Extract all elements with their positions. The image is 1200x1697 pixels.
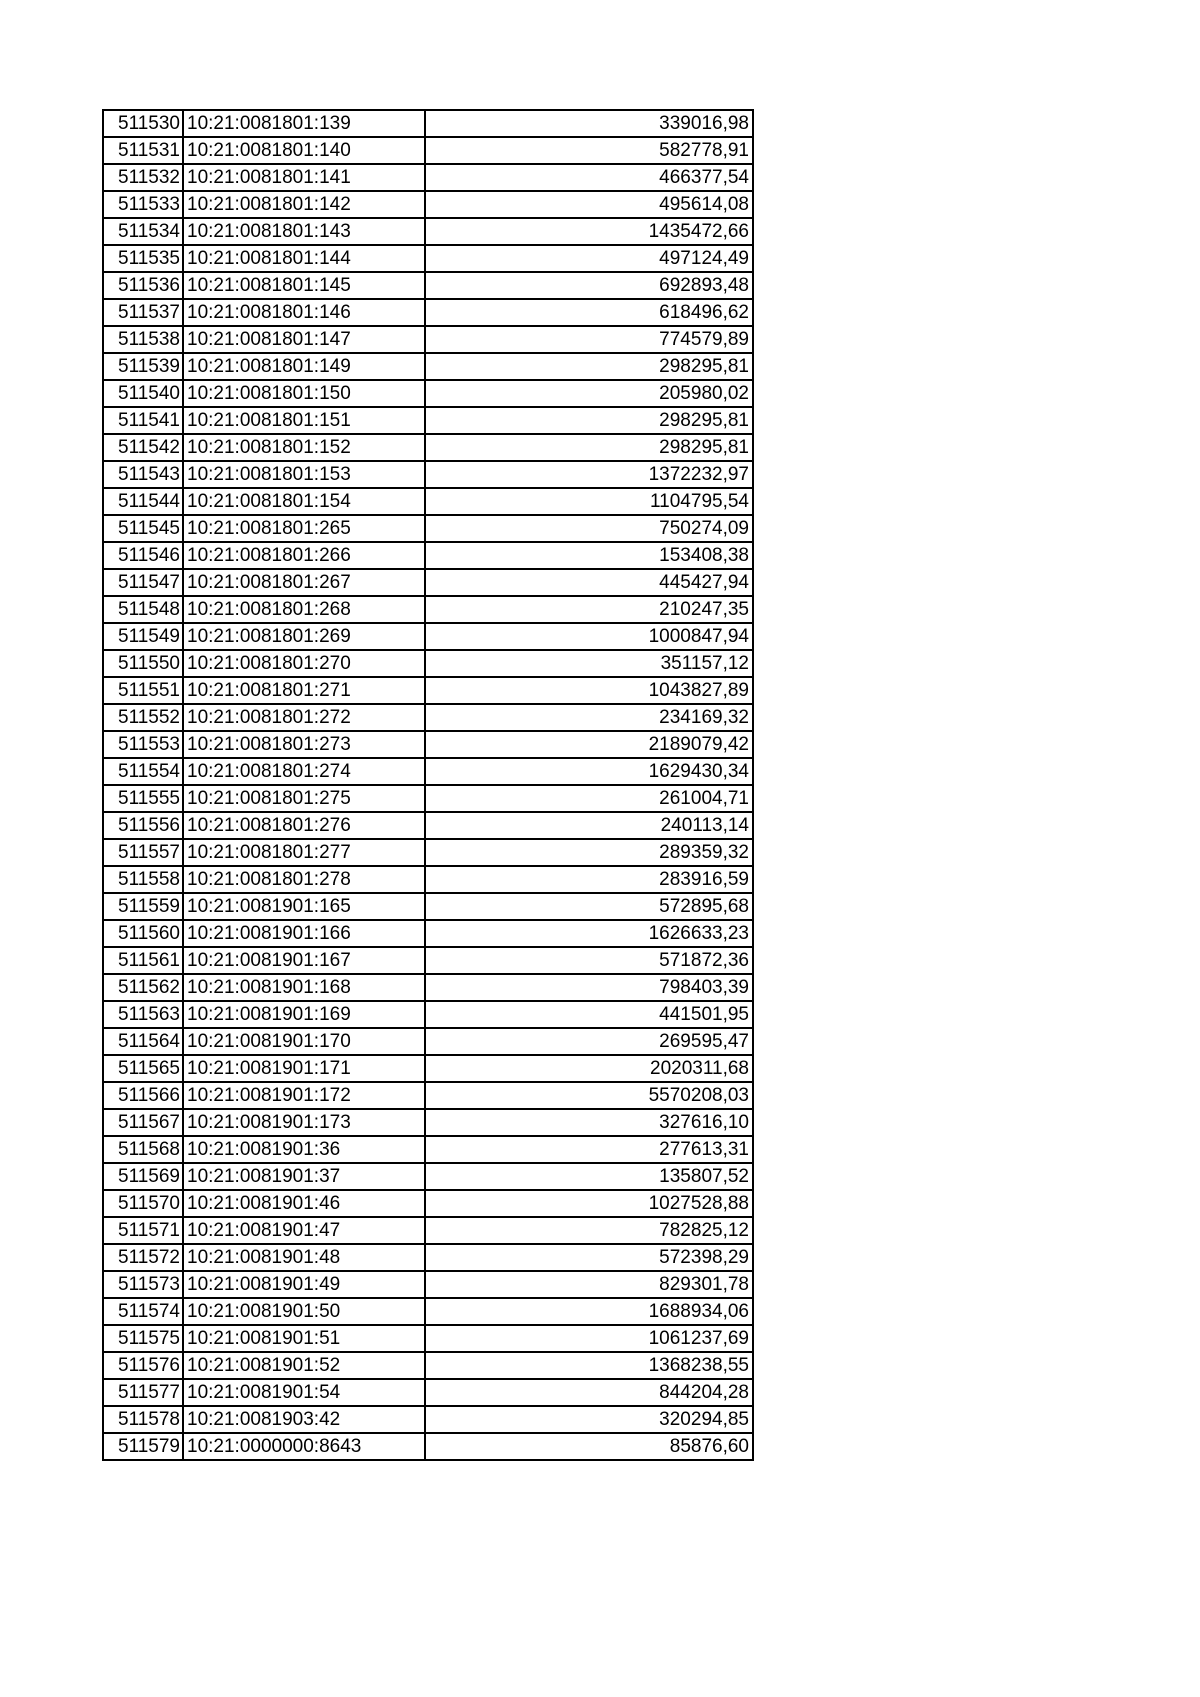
row-number-cell: 511546 [103, 542, 183, 569]
table-row [103, 785, 753, 812]
table-row [103, 218, 753, 245]
cadastral-number-cell: 10:21:0081901:171 [183, 1055, 425, 1082]
cadastral-number-cell: 10:21:0081801:152 [183, 434, 425, 461]
table-row [103, 488, 753, 515]
cadastral-number-cell: 10:21:0081801:151 [183, 407, 425, 434]
cadastral-number-cell: 10:21:0081801:278 [183, 866, 425, 893]
value-cell: 320294,85 [425, 1406, 753, 1433]
cadastral-number-cell: 10:21:0081801:153 [183, 461, 425, 488]
row-number-cell: 511576 [103, 1352, 183, 1379]
value-cell: 441501,95 [425, 1001, 753, 1028]
table-row [103, 1055, 753, 1082]
table-row [103, 515, 753, 542]
value-cell: 445427,94 [425, 569, 753, 596]
table-row [103, 245, 753, 272]
row-number-cell: 511537 [103, 299, 183, 326]
value-cell: 2020311,68 [425, 1055, 753, 1082]
value-cell: 495614,08 [425, 191, 753, 218]
table-row [103, 164, 753, 191]
cadastral-number-cell: 10:21:0081801:141 [183, 164, 425, 191]
cadastral-number-cell: 10:21:0081801:139 [183, 110, 425, 137]
value-cell: 497124,49 [425, 245, 753, 272]
value-cell: 572398,29 [425, 1244, 753, 1271]
row-number-cell: 511562 [103, 974, 183, 1001]
table-row [103, 866, 753, 893]
value-cell: 1000847,94 [425, 623, 753, 650]
value-cell: 571872,36 [425, 947, 753, 974]
row-number-cell: 511550 [103, 650, 183, 677]
table-row [103, 110, 753, 137]
row-number-cell: 511568 [103, 1136, 183, 1163]
cadastral-number-cell: 10:21:0000000:8643 [183, 1433, 425, 1460]
row-number-cell: 511533 [103, 191, 183, 218]
row-number-cell: 511572 [103, 1244, 183, 1271]
data-table [102, 109, 754, 1461]
table-row [103, 380, 753, 407]
cadastral-number-cell: 10:21:0081901:168 [183, 974, 425, 1001]
row-number-cell: 511564 [103, 1028, 183, 1055]
table-row [103, 1271, 753, 1298]
value-cell: 844204,28 [425, 1379, 753, 1406]
cadastral-number-cell: 10:21:0081901:173 [183, 1109, 425, 1136]
cadastral-number-cell: 10:21:0081801:271 [183, 677, 425, 704]
row-number-cell: 511530 [103, 110, 183, 137]
value-cell: 85876,60 [425, 1433, 753, 1460]
row-number-cell: 511554 [103, 758, 183, 785]
cadastral-number-cell: 10:21:0081801:272 [183, 704, 425, 731]
table-row [103, 731, 753, 758]
cadastral-number-cell: 10:21:0081801:269 [183, 623, 425, 650]
value-cell: 277613,31 [425, 1136, 753, 1163]
value-cell: 261004,71 [425, 785, 753, 812]
row-number-cell: 511561 [103, 947, 183, 974]
value-cell: 205980,02 [425, 380, 753, 407]
cadastral-number-cell: 10:21:0081901:47 [183, 1217, 425, 1244]
row-number-cell: 511547 [103, 569, 183, 596]
cadastral-number-cell: 10:21:0081901:165 [183, 893, 425, 920]
table-row [103, 1136, 753, 1163]
value-cell: 210247,35 [425, 596, 753, 623]
cadastral-number-cell: 10:21:0081801:145 [183, 272, 425, 299]
cadastral-number-cell: 10:21:0081901:50 [183, 1298, 425, 1325]
table-row [103, 650, 753, 677]
row-number-cell: 511571 [103, 1217, 183, 1244]
value-cell: 1688934,06 [425, 1298, 753, 1325]
table-row [103, 1190, 753, 1217]
value-cell: 692893,48 [425, 272, 753, 299]
value-cell: 774579,89 [425, 326, 753, 353]
row-number-cell: 511559 [103, 893, 183, 920]
value-cell: 582778,91 [425, 137, 753, 164]
value-cell: 339016,98 [425, 110, 753, 137]
value-cell: 1435472,66 [425, 218, 753, 245]
table-row [103, 353, 753, 380]
table-row [103, 299, 753, 326]
value-cell: 327616,10 [425, 1109, 753, 1136]
value-cell: 1061237,69 [425, 1325, 753, 1352]
value-cell: 466377,54 [425, 164, 753, 191]
value-cell: 1626633,23 [425, 920, 753, 947]
cadastral-number-cell: 10:21:0081801:276 [183, 812, 425, 839]
table-row [103, 569, 753, 596]
value-cell: 572895,68 [425, 893, 753, 920]
cadastral-number-cell: 10:21:0081901:51 [183, 1325, 425, 1352]
row-number-cell: 511565 [103, 1055, 183, 1082]
row-number-cell: 511558 [103, 866, 183, 893]
value-cell: 234169,32 [425, 704, 753, 731]
cadastral-number-cell: 10:21:0081801:150 [183, 380, 425, 407]
row-number-cell: 511563 [103, 1001, 183, 1028]
table-row [103, 677, 753, 704]
row-number-cell: 511545 [103, 515, 183, 542]
cadastral-number-cell: 10:21:0081901:54 [183, 1379, 425, 1406]
cadastral-number-cell: 10:21:0081801:140 [183, 137, 425, 164]
cadastral-number-cell: 10:21:0081801:277 [183, 839, 425, 866]
row-number-cell: 511538 [103, 326, 183, 353]
value-cell: 269595,47 [425, 1028, 753, 1055]
cadastral-number-cell: 10:21:0081903:42 [183, 1406, 425, 1433]
value-cell: 298295,81 [425, 353, 753, 380]
row-number-cell: 511552 [103, 704, 183, 731]
value-cell: 351157,12 [425, 650, 753, 677]
row-number-cell: 511573 [103, 1271, 183, 1298]
value-cell: 240113,14 [425, 812, 753, 839]
cadastral-number-cell: 10:21:0081801:144 [183, 245, 425, 272]
value-cell: 750274,09 [425, 515, 753, 542]
cadastral-number-cell: 10:21:0081801:149 [183, 353, 425, 380]
table-row [103, 461, 753, 488]
row-number-cell: 511541 [103, 407, 183, 434]
table-row [103, 920, 753, 947]
cadastral-number-cell: 10:21:0081801:266 [183, 542, 425, 569]
table-row [103, 758, 753, 785]
table-row [103, 1217, 753, 1244]
table-row [103, 596, 753, 623]
table-row [103, 1028, 753, 1055]
value-cell: 1372232,97 [425, 461, 753, 488]
value-cell: 153408,38 [425, 542, 753, 569]
value-cell: 289359,32 [425, 839, 753, 866]
row-number-cell: 511542 [103, 434, 183, 461]
value-cell: 5570208,03 [425, 1082, 753, 1109]
value-cell: 298295,81 [425, 407, 753, 434]
cadastral-number-cell: 10:21:0081901:46 [183, 1190, 425, 1217]
row-number-cell: 511578 [103, 1406, 183, 1433]
cadastral-number-cell: 10:21:0081901:166 [183, 920, 425, 947]
cadastral-number-cell: 10:21:0081801:154 [183, 488, 425, 515]
value-cell: 283916,59 [425, 866, 753, 893]
value-cell: 1027528,88 [425, 1190, 753, 1217]
table-row [103, 1001, 753, 1028]
table-row [103, 137, 753, 164]
row-number-cell: 511535 [103, 245, 183, 272]
cadastral-number-cell: 10:21:0081801:268 [183, 596, 425, 623]
cadastral-number-cell: 10:21:0081801:142 [183, 191, 425, 218]
value-cell: 829301,78 [425, 1271, 753, 1298]
row-number-cell: 511544 [103, 488, 183, 515]
value-cell: 298295,81 [425, 434, 753, 461]
table-row [103, 1352, 753, 1379]
table-row [103, 542, 753, 569]
table-row [103, 1082, 753, 1109]
value-cell: 798403,39 [425, 974, 753, 1001]
table-row [103, 1406, 753, 1433]
row-number-cell: 511556 [103, 812, 183, 839]
table-row [103, 1379, 753, 1406]
table-row [103, 434, 753, 461]
row-number-cell: 511577 [103, 1379, 183, 1406]
cadastral-number-cell: 10:21:0081901:49 [183, 1271, 425, 1298]
cadastral-number-cell: 10:21:0081901:169 [183, 1001, 425, 1028]
cadastral-number-cell: 10:21:0081801:146 [183, 299, 425, 326]
value-cell: 1629430,34 [425, 758, 753, 785]
cadastral-number-cell: 10:21:0081901:37 [183, 1163, 425, 1190]
cadastral-number-cell: 10:21:0081801:274 [183, 758, 425, 785]
table-row [103, 326, 753, 353]
row-number-cell: 511543 [103, 461, 183, 488]
table-row [103, 893, 753, 920]
value-cell: 1104795,54 [425, 488, 753, 515]
row-number-cell: 511531 [103, 137, 183, 164]
row-number-cell: 511534 [103, 218, 183, 245]
cadastral-number-cell: 10:21:0081901:52 [183, 1352, 425, 1379]
row-number-cell: 511532 [103, 164, 183, 191]
table-body [103, 110, 753, 1460]
table-row [103, 1298, 753, 1325]
row-number-cell: 511548 [103, 596, 183, 623]
table-row [103, 974, 753, 1001]
row-number-cell: 511575 [103, 1325, 183, 1352]
cadastral-number-cell: 10:21:0081801:270 [183, 650, 425, 677]
row-number-cell: 511557 [103, 839, 183, 866]
table-row [103, 947, 753, 974]
row-number-cell: 511569 [103, 1163, 183, 1190]
table-row [103, 1433, 753, 1460]
row-number-cell: 511536 [103, 272, 183, 299]
value-cell: 135807,52 [425, 1163, 753, 1190]
cadastral-number-cell: 10:21:0081801:143 [183, 218, 425, 245]
value-cell: 1043827,89 [425, 677, 753, 704]
table-row [103, 704, 753, 731]
cadastral-number-cell: 10:21:0081801:267 [183, 569, 425, 596]
value-cell: 618496,62 [425, 299, 753, 326]
row-number-cell: 511567 [103, 1109, 183, 1136]
table-row [103, 407, 753, 434]
table-row [103, 812, 753, 839]
value-cell: 2189079,42 [425, 731, 753, 758]
table-row [103, 191, 753, 218]
table-row [103, 1244, 753, 1271]
table-row [103, 272, 753, 299]
cadastral-number-cell: 10:21:0081901:170 [183, 1028, 425, 1055]
value-cell: 782825,12 [425, 1217, 753, 1244]
row-number-cell: 511553 [103, 731, 183, 758]
row-number-cell: 511570 [103, 1190, 183, 1217]
cadastral-number-cell: 10:21:0081901:167 [183, 947, 425, 974]
cadastral-number-cell: 10:21:0081801:265 [183, 515, 425, 542]
row-number-cell: 511566 [103, 1082, 183, 1109]
row-number-cell: 511540 [103, 380, 183, 407]
cadastral-number-cell: 10:21:0081801:147 [183, 326, 425, 353]
row-number-cell: 511555 [103, 785, 183, 812]
table-row [103, 623, 753, 650]
table-row [103, 1163, 753, 1190]
row-number-cell: 511579 [103, 1433, 183, 1460]
row-number-cell: 511551 [103, 677, 183, 704]
row-number-cell: 511560 [103, 920, 183, 947]
table-row [103, 839, 753, 866]
cadastral-number-cell: 10:21:0081901:36 [183, 1136, 425, 1163]
row-number-cell: 511574 [103, 1298, 183, 1325]
table-row [103, 1325, 753, 1352]
cadastral-number-cell: 10:21:0081801:273 [183, 731, 425, 758]
row-number-cell: 511549 [103, 623, 183, 650]
cadastral-number-cell: 10:21:0081801:275 [183, 785, 425, 812]
cadastral-number-cell: 10:21:0081901:48 [183, 1244, 425, 1271]
row-number-cell: 511539 [103, 353, 183, 380]
cadastral-number-cell: 10:21:0081901:172 [183, 1082, 425, 1109]
table-row [103, 1109, 753, 1136]
value-cell: 1368238,55 [425, 1352, 753, 1379]
